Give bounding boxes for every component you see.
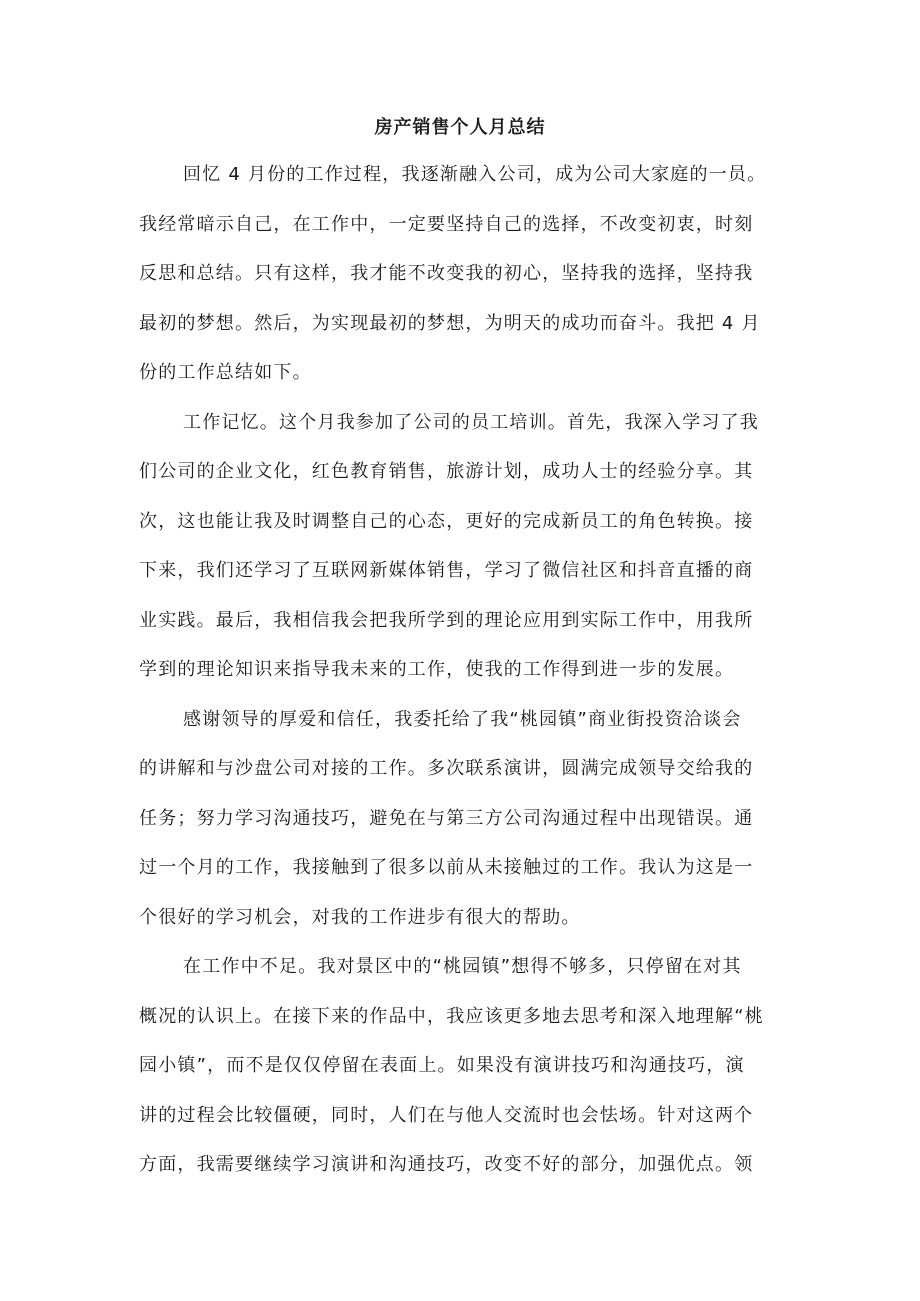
text-line: 们公司的企业文化，红色教育销售，旅游计划，成功人士的经验分享。其	[139, 461, 754, 482]
text-line: 园小镇”，而不是仅仅停留在表面上。如果没有演讲技巧和沟通技巧，演	[139, 1055, 745, 1076]
text-line: 概况的认识上。在接下来的作品中，我应该更多地去思考和深入地理解“桃	[139, 1005, 764, 1027]
text-line: 讲的过程会比较僵硬，同时，人们在与他人交流时也会怯场。针对这两个	[139, 1104, 754, 1126]
paragraph-3	[139, 695, 789, 943]
text-line: 在工作中不足。我对景区中的“桃园镇”想得不够多，只停留在对其	[183, 956, 742, 977]
text-line: 学到的理论知识来指导我未来的工作，使我的工作得到进一步的发展。	[139, 659, 735, 680]
paragraph-1	[139, 150, 789, 398]
text-line: 业实践。最后，我相信我会把我所学到的理论应用到实际工作中，用我所	[139, 609, 754, 631]
text-line: 感谢领导的厚爱和信任，我委托给了我“桃园镇”商业街投资洽谈会	[183, 708, 742, 730]
document-body	[139, 150, 789, 1190]
text-line: 过一个月的工作，我接触到了很多以前从未接触过的工作。我认为这是一	[139, 857, 754, 878]
text-line: 下来，我们还学习了互联网新媒体销售，学习了微信社区和抖音直播的商	[139, 560, 754, 581]
text-line: 个很好的学习机会，对我的工作进步有很大的帮助。	[139, 906, 581, 928]
text-line: 次，这也能让我及时调整自己的心态，更好的完成新员工的角色转换。接	[139, 510, 754, 532]
paragraph-4	[139, 942, 789, 1190]
document-title: 房产销售个人月总结	[374, 117, 546, 138]
text-line: 我经常暗示自己，在工作中，一定要坚持自己的选择，不改变初衷，时刻	[139, 213, 754, 235]
text-line: 反思和总结。只有这样，我才能不改变我的初心，坚持我的选择，坚持我	[139, 263, 754, 284]
text-line: 回忆 4 月份的工作过程，我逐渐融入公司，成为公司大家庭的一员。	[183, 164, 767, 185]
text-line: 工作记忆。这个月我参加了公司的员工培训。首先，我深入学习了我	[183, 411, 759, 433]
text-line: 最初的梦想。然后，为实现最初的梦想，为明天的成功而奋斗。我把 4 月	[139, 312, 761, 334]
paragraph-2	[139, 398, 789, 695]
text-line: 的讲解和与沙盘公司对接的工作。多次联系演讲，圆满完成领导交给我的	[139, 758, 754, 779]
text-line: 方面，我需要继续学习演讲和沟通技巧，改变不好的部分，加强优点。领	[139, 1154, 754, 1175]
text-line: 份的工作总结如下。	[139, 362, 312, 383]
text-line: 任务；努力学习沟通技巧，避免在与第三方公司沟通过程中出现错误。通	[139, 807, 754, 829]
